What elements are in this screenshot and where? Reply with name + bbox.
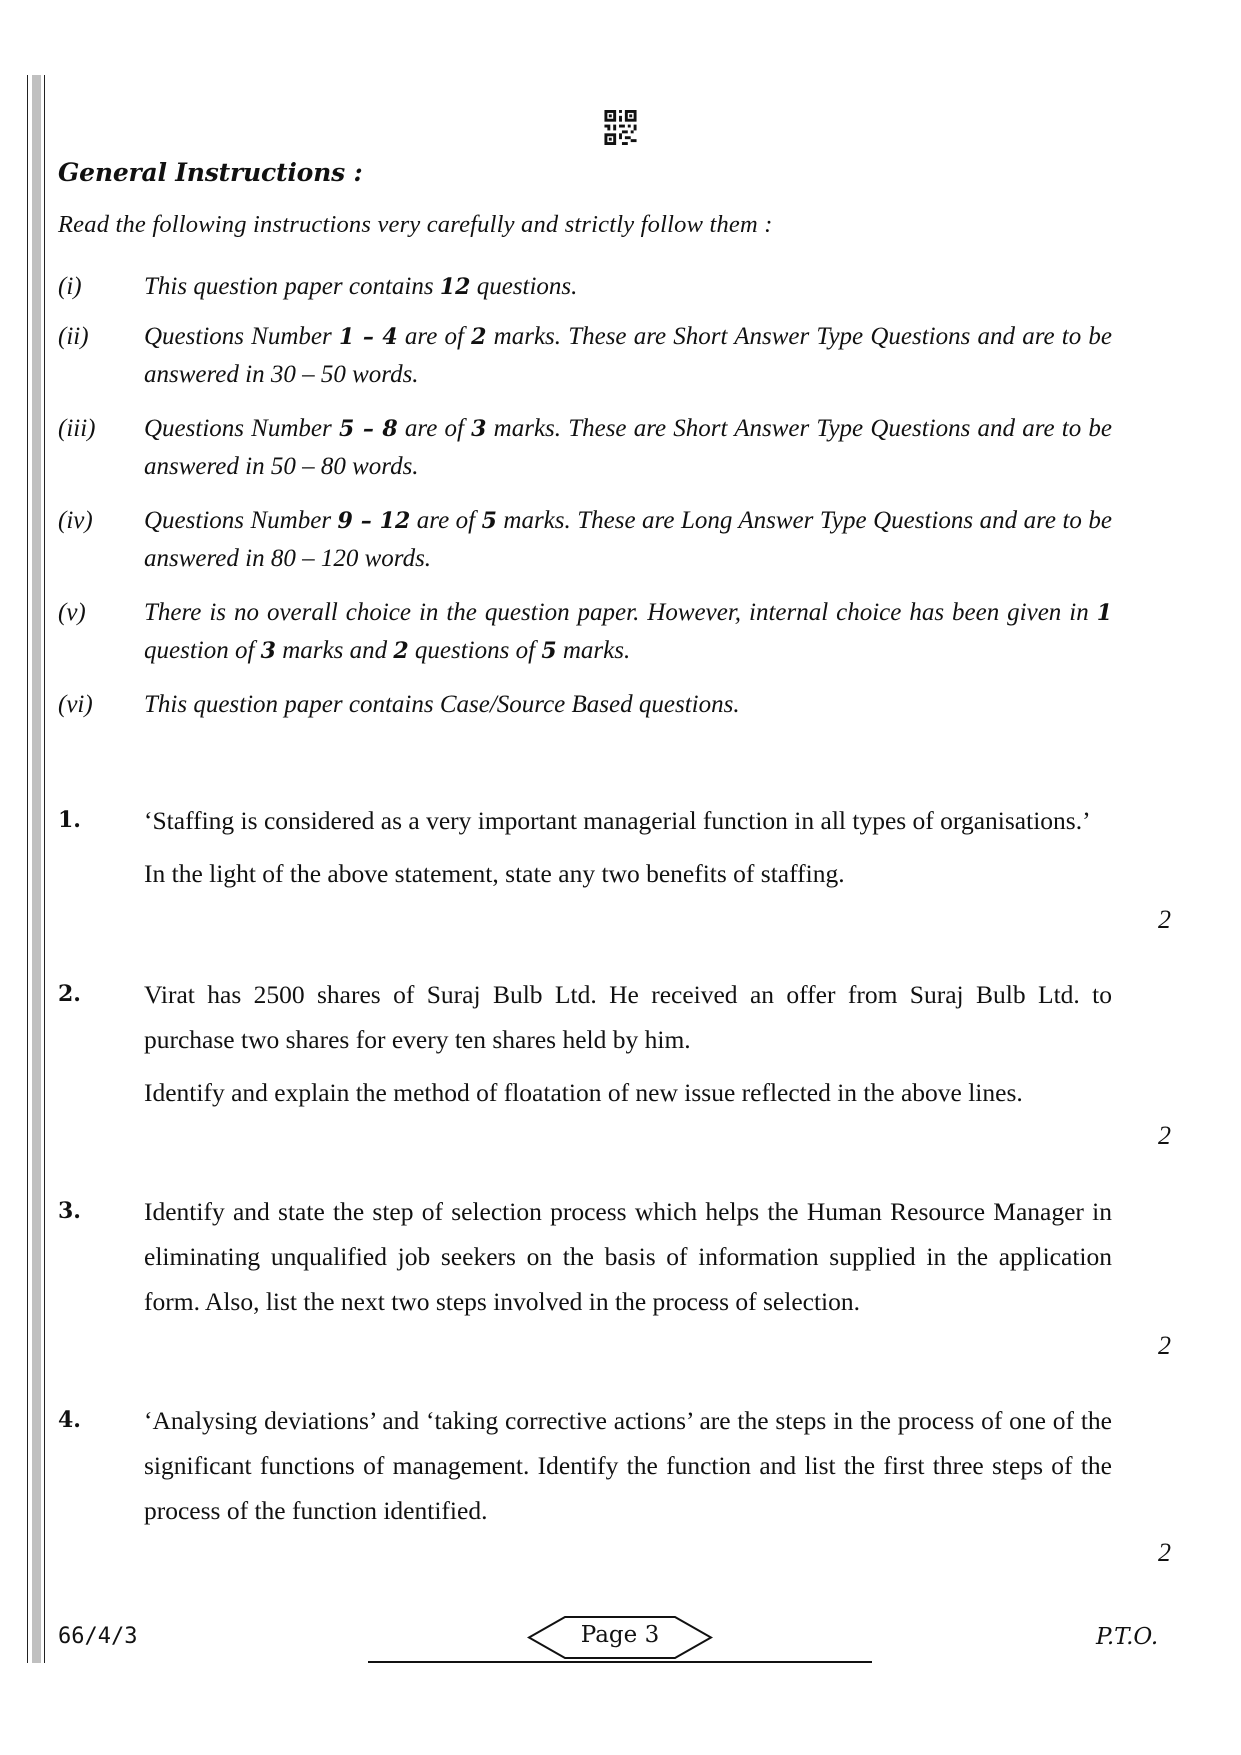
instruction-number: (v) [58,599,86,626]
question-marks: 2 [1158,1331,1171,1360]
question-2 [58,972,1112,1115]
instruction-text: There is no overall choice in the question paper. However, internal choice has been given in 1 question of 3 marks and 2 questions of 5 marks. [144,599,1112,664]
instruction-text: This question paper contains 12 questions. [144,273,578,300]
question-3 [58,1189,1112,1324]
page-border-outer-line [27,75,28,1663]
question-1 [58,798,1112,896]
question-text: ‘Analysing deviations’ and ‘taking corrective actions’ are the steps in the process of one of the significant functions of management. Identify the function and list the first three steps of the process of the function identified. [144,1406,1112,1525]
instruction-number: (vi) [58,691,93,718]
page-border-inner-line [44,75,45,1663]
question-number: 2. [58,981,81,1007]
footer-rule [368,1661,872,1663]
instruction-number: (ii) [58,323,89,350]
instruction-number: (iv) [58,507,93,534]
instruction-text: This question paper contains Case/Source Based questions. [144,691,740,718]
page-number: Page 3 [580,1622,660,1648]
instruction-item [58,594,1112,670]
question-text: Virat has 2500 shares of Suraj Bulb Ltd. He received an offer from Suraj Bulb Ltd. to purchase two shares for every ten shares held by him. [144,980,1112,1054]
instruction-item [58,268,1112,306]
page-border-gray-bar [32,75,41,1663]
qr-code-icon [604,110,637,145]
instruction-text: Questions Number 1 – 4 are of 2 marks. These are Short Answer Type Questions and are to be answered in 30 – 50 words. [144,323,1113,388]
question-text: Identify and state the step of selection process which helps the Human Resource Manager in eliminating unqualified job seekers on the basis of information supplied in the application form. Also, list the next two steps involved in the process of selection. [144,1197,1112,1316]
question-marks: 2 [1158,1538,1171,1567]
question-marks: 2 [1158,905,1171,934]
instruction-text: Questions Number 5 – 8 are of 3 marks. These are Short Answer Type Questions and are to be answered in 50 – 80 words. [144,415,1113,480]
instruction-number: (i) [58,273,82,300]
question-text: Identify and explain the method of floatation of new issue reflected in the above lines. [144,1078,1023,1107]
general-instructions-heading: General Instructions : [58,158,363,187]
please-turn-over: P.T.O. [1096,1624,1159,1650]
question-marks: 2 [1158,1121,1171,1150]
question-text: ‘Staffing is considered as a very important managerial function in all types of organisations.’ [144,806,1091,835]
question-number: 1. [58,807,81,833]
instruction-item [58,686,1112,724]
question-text: In the light of the above statement, state any two benefits of staffing. [144,859,845,888]
instruction-item [58,410,1112,486]
question-4 [58,1398,1112,1533]
instruction-item [58,318,1112,394]
instruction-number: (iii) [58,415,96,442]
question-number: 3. [58,1198,81,1224]
question-number: 4. [58,1407,81,1433]
instructions-intro: Read the following instructions very carefully and strictly follow them : [58,211,773,238]
instruction-text: Questions Number 9 – 12 are of 5 marks. These are Long Answer Type Questions and are to be answered in 80 – 120 words. [144,507,1113,572]
paper-code: 66/4/3 [58,1624,138,1649]
instruction-item [58,502,1112,578]
